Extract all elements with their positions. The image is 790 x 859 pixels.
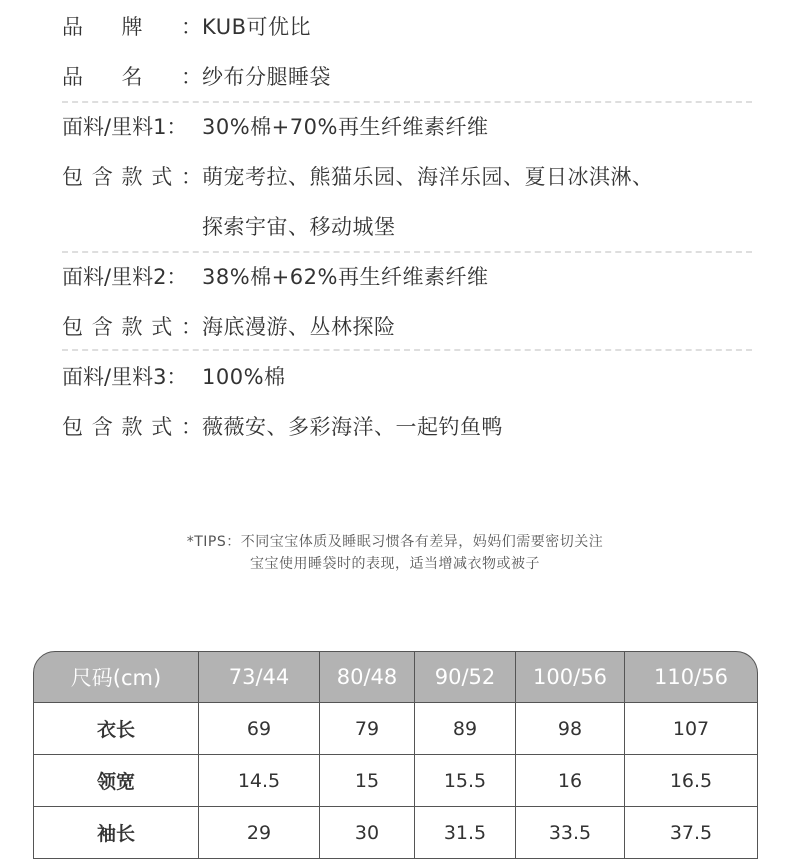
table-row <box>33 703 758 755</box>
spec-label: 面料/里料1： <box>62 115 188 139</box>
spec-value-fabric1: 30%棉+70%再生纤维素纤维 <box>202 115 489 139</box>
size-table <box>33 651 758 859</box>
spec-label: 面料/里料3： <box>62 365 188 389</box>
spec-value-fabric3: 100%棉 <box>202 365 286 389</box>
size-table-header <box>33 651 758 703</box>
table-cell: 33.5 <box>516 807 625 859</box>
row-label: 袖长 <box>33 807 199 859</box>
spec-value-styles3: 薇薇安、多彩海洋、一起钓鱼鸭 <box>202 415 503 439</box>
dashed-divider <box>62 349 752 351</box>
table-cell: 79 <box>320 703 415 755</box>
header-col: 90/52 <box>415 651 516 703</box>
table-cell: 31.5 <box>415 807 516 859</box>
spec-value-brand: KUB可优比 <box>202 15 311 39</box>
spec-label: 面料/里料2： <box>62 265 188 289</box>
row-label: 衣长 <box>33 703 199 755</box>
table-cell: 15.5 <box>415 755 516 807</box>
spec-value-fabric2: 38%棉+62%再生纤维素纤维 <box>202 265 489 289</box>
spec-value-styles1: 萌宠考拉、熊猫乐园、海洋乐园、夏日冰淇淋、 <box>202 165 654 189</box>
tips-line-1: *TIPS：不同宝宝体质及睡眠习惯各有差异，妈妈们需要密切关注 <box>186 534 604 550</box>
table-cell: 16 <box>516 755 625 807</box>
spec-label: 包 含 款 式 ： <box>62 415 202 439</box>
table-cell: 15 <box>320 755 415 807</box>
spec-label: 品 名 ： <box>62 65 202 89</box>
header-size: 尺码(cm) <box>33 651 199 703</box>
table-cell: 37.5 <box>625 807 758 859</box>
header-col: 73/44 <box>199 651 320 703</box>
table-cell: 30 <box>320 807 415 859</box>
spec-label: 包 含 款 式 ： <box>62 315 202 339</box>
tips-line-2: 宝宝使用睡袋时的表现，适当增减衣物或被子 <box>250 556 540 572</box>
table-cell: 89 <box>415 703 516 755</box>
spec-value-styles2: 海底漫游、丛林探险 <box>202 315 396 339</box>
table-row <box>33 755 758 807</box>
table-cell: 29 <box>199 807 320 859</box>
spec-label: 包 含 款 式 ： <box>62 165 202 189</box>
table-cell: 107 <box>625 703 758 755</box>
table-cell: 14.5 <box>199 755 320 807</box>
table-cell: 69 <box>199 703 320 755</box>
header-col: 110/56 <box>625 651 758 703</box>
table-row <box>33 807 758 859</box>
header-col: 100/56 <box>516 651 625 703</box>
spec-label: 品 牌 ： <box>62 15 202 39</box>
table-cell: 98 <box>516 703 625 755</box>
table-cell: 16.5 <box>625 755 758 807</box>
header-col: 80/48 <box>320 651 415 703</box>
row-label: 领宽 <box>33 755 199 807</box>
spec-value-styles1-line2: 探索宇宙、移动城堡 <box>202 215 396 239</box>
tips-note <box>0 531 790 575</box>
spec-value-name: 纱布分腿睡袋 <box>202 65 331 89</box>
